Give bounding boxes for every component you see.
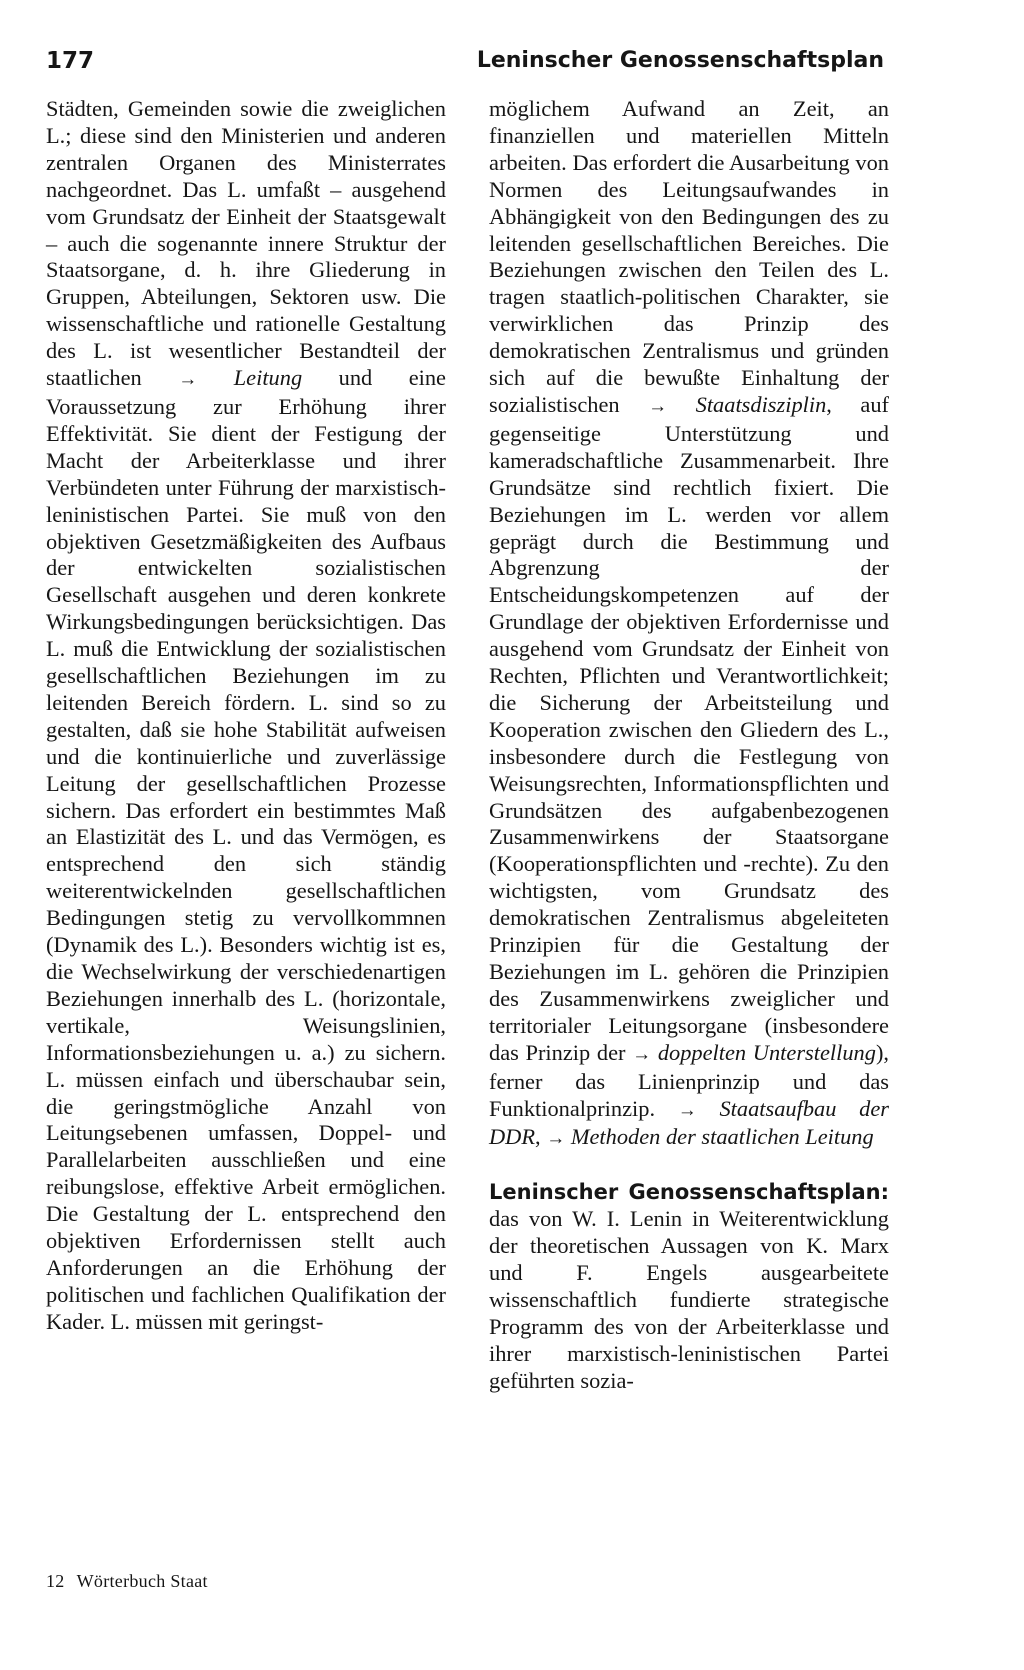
book-title: Wörterbuch Staat <box>76 1571 208 1591</box>
right-column <box>489 96 889 1395</box>
right-arrow-icon: → <box>632 1043 652 1065</box>
left-paragraph <box>46 96 446 1336</box>
cross-reference-staatsaufbau: Staatsaufbau der DDR <box>489 1095 889 1150</box>
entry-definition: das von W. I. Lenin in Weiterentwicklung der theoretischen Aussagen von K. Marx und F. Engels ausgearbeitete wissenschaftlich fundierte strategische Programm des von der Arbeiterklasse und ihrer marxistisch-leninistischen Partei geführten sozia- <box>489 1206 889 1393</box>
right-paragraph <box>489 96 889 1153</box>
cross-reference-staatsdisziplin: Staatsdisziplin <box>695 391 827 417</box>
right-arrow-icon: → <box>546 1128 566 1150</box>
text-segment: , auf gegenseitige Unterstützung und kameradschaftliche Zusammenarbeit. Ihre Grundsätze sind rechtlich fixiert. Die Beziehungen im L. werden vor allem geprägt durch die Bestimmung und Abgrenzung der Entscheidungskompetenzen auf der Grundlage der objektiven Erfordernisse und ausgehend vom Grundsatz der Einheit von Rechten, Pflichten und Verantwortlichkeit; die Sicherung der Arbeitsteilung und Kooperation zwischen den Gliedern des L., insbesondere durch die Festlegung von Weisungsrechten, Informationspflichten und Grundsätzen des aufgabenbezogenen Zusammenwirkens der Staatsorgane (Kooperationspflichten und -rechte). Zu den wichtigsten, vom Grundsatz des demokratischen Zentralismus abgeleiteten Prinzipien für die Gestaltung der Beziehungen im L. gehören die Prinzipien des Zusammenwirkens zweiglicher und territorialer Leitungsorgane (insbesondere das Prinzip der <box>489 391 889 1065</box>
dictionary-entry <box>489 1179 889 1394</box>
left-column <box>46 96 446 1336</box>
right-arrow-icon: → <box>677 1099 697 1121</box>
running-title: Leninscher Genossenschaftsplan <box>476 48 884 73</box>
text-segment: möglichem Aufwand an Zeit, an finanziellen und materiellen Mitteln arbeiten. Das erfordert die Ausarbeitung von Normen des Leitungsaufwandes in Abhängigkeit von den Bedingungen des zu leitenden gesellschaftlichen Bereiches. Die Beziehungen zwischen den Teilen des L. tragen staatlich-politischen Charakter, sie verwirklichen das Prinzip des demokratischen Zentralismus und gründen sich auf die bewußte Einhaltung der sozialistischen <box>489 96 889 417</box>
signature-mark: 12 <box>46 1571 65 1591</box>
text-segment: und eine Voraussetzung zur Erhöhung ihrer Effektivität. Sie dient der Festigung der Macht der Arbeiterklasse und ihrer Verbündeten unter Führung der marxistisch-leninistischen Partei. Sie muß von den objektiven Gesetzmäßigkeiten des Aufbaus der entwickelten sozialistischen Gesellschaft ausgehen und deren konkrete Wirkungsbedingungen berücksichtigen. Das L. muß die Entwicklung der sozialistischen gesellschaftlichen Beziehungen im zu leitenden Bereich fördern. L. sind so zu gestalten, daß sie hohe Stabilität aufweisen und die kontinuierliche und zuverlässige Leitung der gesellschaftlichen Prozesse sichern. Das erfordert ein bestimmtes Maß an Elastizität des L. und das Vermögen, es entsprechend den sich ständig weiterentwickelnden gesellschaftlichen Bedingungen stetig zu vervollkommnen (Dynamik des L.). Besonders wichtig ist es, die Wechselwirkung der verschiedenartigen Beziehungen innerhalb des L. (horizontale, vertikale, Weisungslinien, Informationsbeziehungen u. a.) zu sichern. L. müssen einfach und überschaubar sein, die geringstmögliche Anzahl von Leitungsebenen umfassen, Doppel- und Parallelarbeiten ausschließen und eine reibungslose, effektive Arbeit ermöglichen. Die Gestaltung der L. entsprechend den objektiven Erfordernissen stellt auch Anforderungen an die Erhöhung der politischen und fachlichen Qualifikation der Kader. L. müssen mit geringst- <box>46 365 446 1334</box>
cross-reference-methoden: Methoden der staatlichen Leitung <box>570 1124 874 1150</box>
right-arrow-icon: → <box>648 395 668 417</box>
cross-reference-leitung: Leitung <box>233 365 303 391</box>
text-segment: , <box>535 1124 547 1150</box>
page-number: 177 <box>46 48 95 74</box>
text-segment: Städten, Gemeinden sowie die zweiglichen L.; diese sind den Ministerien und anderen zentralen Organen des Ministerrates nachgeordnet. Das L. umfaßt – ausgehend vom Grundsatz der Einheit der Staatsgewalt – auch die sogenannte innere Struktur der Staatsorgane, d. h. ihre Gliederung in Gruppen, Abteilungen, Sektoren usw. Die wissenschaftliche und rationelle Gestaltung des L. ist wesentlicher Bestandteil der staatlichen <box>46 96 446 391</box>
entry-headword: Leninscher Genossenschaftsplan: <box>489 1180 889 1205</box>
right-arrow-icon: → <box>178 369 198 391</box>
cross-reference-unterstellung: doppelten Unterstellung <box>657 1039 876 1065</box>
page-footer <box>46 1568 208 1594</box>
text-segment: ), ferner das Linienprinzip und das Funktionalprinzip. <box>489 1039 889 1121</box>
